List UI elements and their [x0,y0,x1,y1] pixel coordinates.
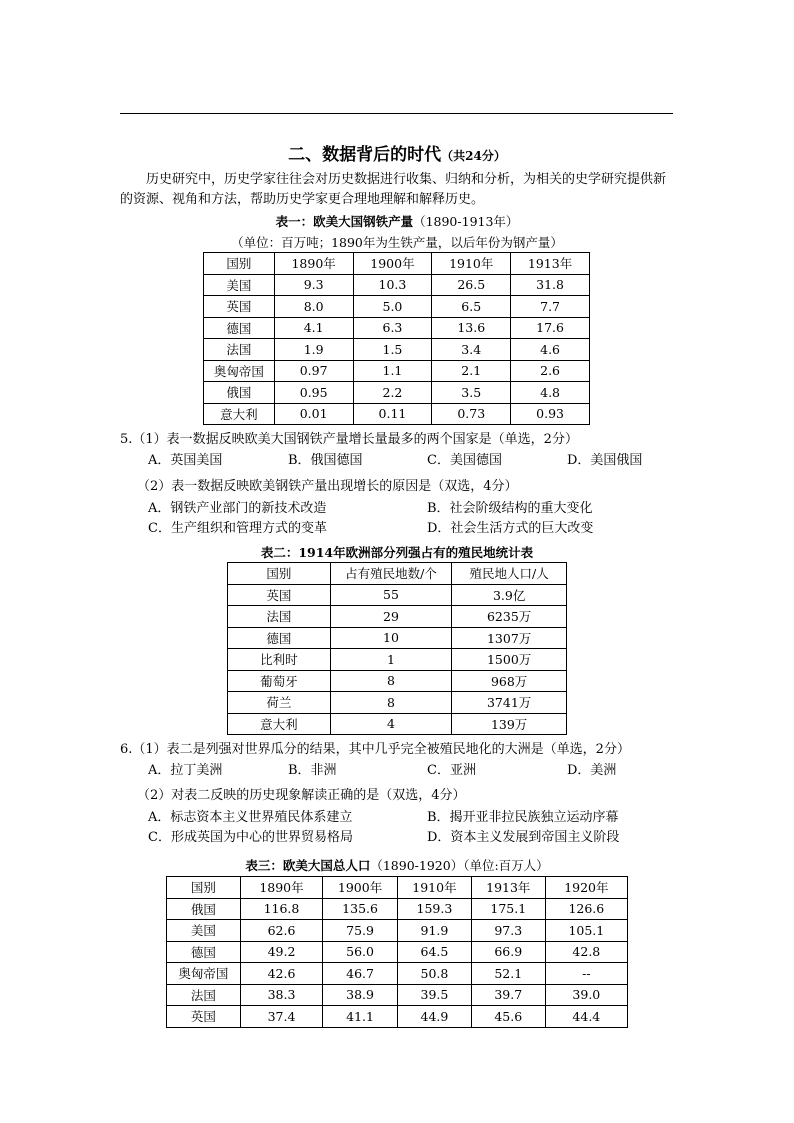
table3-value-cell: 41.1 [323,1006,398,1028]
table2-header-cell: 占有殖民地数/个 [330,563,452,585]
header-rule [120,113,673,114]
table1-row [204,296,590,318]
section-title-text: 二、数据背后的时代 [288,145,442,165]
q6-part2: （2）对表二反映的历史现象解读正确的是（双选，4分） [137,788,466,803]
table3-country-cell: 法国 [167,984,241,1006]
section-score: （共24分） [441,149,506,163]
section-title [0,140,794,165]
table2-country-cell: 葡萄牙 [228,670,331,692]
table1-country-cell: 美国 [204,274,275,296]
table1-value-cell: 3.4 [432,339,511,361]
table1-value-cell: 7.7 [511,296,590,318]
q6-2-option-b: B．揭开亚非拉民族独立运动序幕 [427,810,619,825]
table1-value-cell: 0.01 [274,403,353,425]
table2-value-cell: 3.9亿 [452,584,567,606]
table2-row [228,649,567,671]
q6-2-option-d: D．资本主义发展到帝国主义阶段 [427,830,620,845]
table3-row [167,941,628,963]
table3-value-cell: 44.4 [545,1006,627,1028]
table1-header-cell: 1913年 [511,253,590,275]
table2-row [228,670,567,692]
table3-value-cell: 38.9 [323,984,398,1006]
table1-value-cell: 3.5 [432,382,511,404]
table3-value-cell: 38.3 [240,984,322,1006]
table2-country-cell: 英国 [228,584,331,606]
q5-part2: （2）表一数据反映欧美钢铁产量出现增长的原因是（双选，4分） [137,479,518,494]
table3-country-cell: 德国 [167,941,241,963]
table1-value-cell: 31.8 [511,274,590,296]
table1-row [204,360,590,382]
table3-value-cell: 66.9 [471,941,545,963]
table2-row [228,627,567,649]
table1-caption [0,212,794,230]
table2-value-cell: 1 [330,649,452,671]
table1-value-cell: 8.0 [274,296,353,318]
table3-country-cell: 美国 [167,920,241,942]
table1-value-cell: 13.6 [432,317,511,339]
table1 [203,252,590,425]
table3-value-cell: 44.9 [398,1006,472,1028]
q5-2-option-b: B．社会阶级结构的重大变化 [427,501,593,516]
table1-value-cell: 1.1 [353,360,432,382]
table1-country-cell: 奥匈帝国 [204,360,275,382]
table3-header-cell: 1910年 [398,877,472,899]
intro-paragraph: 历史研究中，历史学家往往会对历史数据进行收集、归纳和分析，为相关的史学研究提供新的资源、视角和方法，帮助历史学家更合理地理解和解释历史。 [120,172,667,207]
table3-value-cell: 37.4 [240,1006,322,1028]
q5-2-option-a: A．钢铁产业部门的新技术改造 [148,501,327,516]
table1-value-cell: 4.6 [511,339,590,361]
q5-option-c: C．美国德国 [427,453,502,468]
table1-caption-years: （1890-1913年） [413,214,519,229]
table1-row [204,382,590,404]
table2-caption: 表二：1914年欧洲部分列强占有的殖民地统计表 [260,545,534,560]
q6-2-option-c: C．形成英国为中心的世界贸易格局 [148,830,353,845]
table2-row [228,692,567,714]
table3-value-cell: 97.3 [471,920,545,942]
table3-value-cell: 91.9 [398,920,472,942]
table3-value-cell: -- [545,963,627,985]
table2-row [228,606,567,628]
table2-value-cell: 8 [330,670,452,692]
table1-value-cell: 2.2 [353,382,432,404]
table1-value-cell: 0.95 [274,382,353,404]
table3-row [167,1006,628,1028]
table3-value-cell: 39.5 [398,984,472,1006]
table3-value-cell: 126.6 [545,898,627,920]
table1-caption-title: 表一：欧美大国钢铁产量 [275,214,414,229]
table2-row [228,713,567,735]
table2-value-cell: 10 [330,627,452,649]
table2-country-cell: 荷兰 [228,692,331,714]
table1-header-cell: 1910年 [432,253,511,275]
table3-value-cell: 175.1 [471,898,545,920]
table2-country-cell: 意大利 [228,713,331,735]
q6-2-option-a: A．标志资本主义世界殖民体系建立 [148,810,353,825]
table3-value-cell: 39.7 [471,984,545,1006]
q6-part1: 6.（1）表二是列强对世界瓜分的结果，其中几乎完全被殖民地化的大洲是（单选，2分） [120,742,630,757]
table3-caption-title: 表三：欧美大国总人口 [245,858,371,873]
table3-country-cell: 英国 [167,1006,241,1028]
q5-part1: 5.（1）表一数据反映欧美大国钢铁产量增长量最多的两个国家是（单选，2分） [120,432,578,447]
table3-header-cell: 1900年 [323,877,398,899]
table3-country-cell: 奥匈帝国 [167,963,241,985]
table3-value-cell: 116.8 [240,898,322,920]
table3-value-cell: 135.6 [323,898,398,920]
table1-value-cell: 6.3 [353,317,432,339]
table2 [227,562,567,735]
table2-value-cell: 139万 [452,713,567,735]
table1-value-cell: 6.5 [432,296,511,318]
table3-value-cell: 42.6 [240,963,322,985]
table3-value-cell: 45.6 [471,1006,545,1028]
q5-option-a: A．英国美国 [148,453,223,468]
table1-value-cell: 2.1 [432,360,511,382]
table1-value-cell: 0.93 [511,403,590,425]
table2-value-cell: 29 [330,606,452,628]
table1-value-cell: 5.0 [353,296,432,318]
table3-value-cell: 52.1 [471,963,545,985]
table3-row [167,963,628,985]
table1-value-cell: 26.5 [432,274,511,296]
q6-option-d: D．美洲 [567,763,617,778]
table3-country-cell: 俄国 [167,898,241,920]
table2-value-cell: 4 [330,713,452,735]
table1-value-cell: 17.6 [511,317,590,339]
table1-value-cell: 0.73 [432,403,511,425]
table3-value-cell: 56.0 [323,941,398,963]
table1-value-cell: 9.3 [274,274,353,296]
table1-header-cell: 1890年 [274,253,353,275]
table3-header-cell: 1920年 [545,877,627,899]
table1-country-cell: 英国 [204,296,275,318]
table3-value-cell: 50.8 [398,963,472,985]
q5-option-b: B．俄国德国 [288,453,363,468]
table1-header-row [204,253,590,275]
table2-value-cell: 968万 [452,670,567,692]
table2-country-cell: 法国 [228,606,331,628]
table1-value-cell: 0.11 [353,403,432,425]
table1-value-cell: 0.97 [274,360,353,382]
table1-value-cell: 1.9 [274,339,353,361]
table2-country-cell: 比利时 [228,649,331,671]
table2-value-cell: 3741万 [452,692,567,714]
table3-value-cell: 62.6 [240,920,322,942]
q5-option-d: D．美国俄国 [567,453,643,468]
table3-value-cell: 64.5 [398,941,472,963]
q6-option-a: A．拉丁美洲 [148,763,223,778]
table1-header-cell: 国别 [204,253,275,275]
table3-header-cell: 1913年 [471,877,545,899]
table1-header-cell: 1900年 [353,253,432,275]
q6-option-c: C．亚洲 [427,763,476,778]
table1-row [204,339,590,361]
table1-value-cell: 4.8 [511,382,590,404]
table2-value-cell: 1307万 [452,627,567,649]
table2-value-cell: 8 [330,692,452,714]
table1-value-cell: 2.6 [511,360,590,382]
table1-row [204,274,590,296]
table3-value-cell: 159.3 [398,898,472,920]
table1-country-cell: 法国 [204,339,275,361]
table3-header-cell: 国别 [167,877,241,899]
table1-row [204,403,590,425]
table1-row [204,317,590,339]
table3-caption-unit: （1890-1920）（单位:百万人） [370,858,549,873]
table2-value-cell: 6235万 [452,606,567,628]
table2-value-cell: 55 [330,584,452,606]
table1-unit-note: （单位：百万吨；1890年为生铁产量，以后年份为钢产量） [231,235,563,250]
table1-value-cell: 4.1 [274,317,353,339]
table3 [166,876,628,1028]
table3-value-cell: 39.0 [545,984,627,1006]
q6-option-b: B．非洲 [288,763,337,778]
table2-country-cell: 德国 [228,627,331,649]
table3-row [167,984,628,1006]
table3-header-cell: 1890年 [240,877,322,899]
table3-header-row [167,877,628,899]
table2-value-cell: 1500万 [452,649,567,671]
table1-country-cell: 意大利 [204,403,275,425]
table3-row [167,920,628,942]
table3-row [167,898,628,920]
table2-header-cell: 国别 [228,563,331,585]
q5-2-option-c: C．生产组织和管理方式的变革 [148,521,327,536]
table3-value-cell: 105.1 [545,920,627,942]
table1-value-cell: 10.3 [353,274,432,296]
table2-header-cell: 殖民地人口/人 [452,563,567,585]
table1-country-cell: 德国 [204,317,275,339]
table2-row [228,584,567,606]
table3-value-cell: 42.8 [545,941,627,963]
table3-value-cell: 75.9 [323,920,398,942]
q5-2-option-d: D．社会生活方式的巨大改变 [427,521,594,536]
table3-value-cell: 46.7 [323,963,398,985]
table1-value-cell: 1.5 [353,339,432,361]
table3-value-cell: 49.2 [240,941,322,963]
table3-caption [0,856,794,874]
table1-country-cell: 俄国 [204,382,275,404]
table2-header-row [228,563,567,585]
